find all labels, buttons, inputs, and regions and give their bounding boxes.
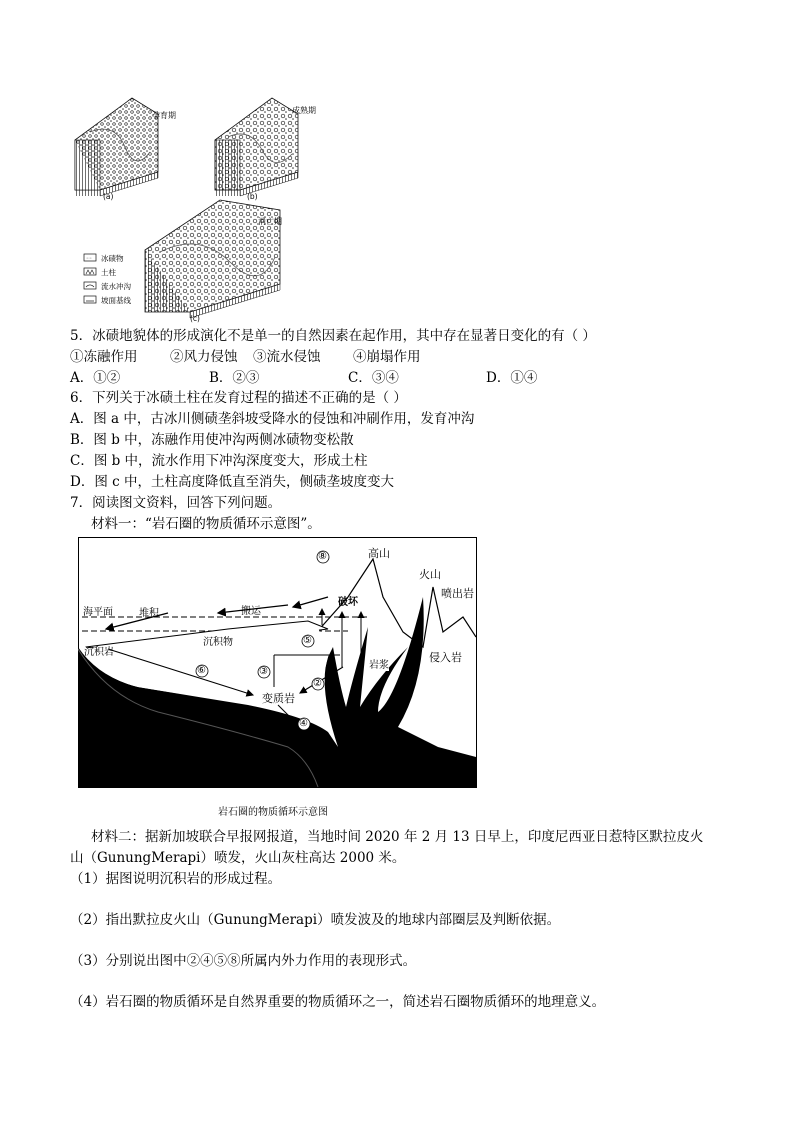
q6-stem: 6．下列关于冰碛土柱在发育过程的描述不正确的是（ ）	[70, 390, 407, 406]
label-sea-level: 海平面	[83, 607, 113, 618]
q5-option-d[interactable]: D．①④	[486, 370, 538, 386]
q7-material-one: 材料一：“岩石圈的物质循环示意图”。	[91, 516, 321, 532]
q5-item-2: ②风力侵蚀	[170, 349, 238, 365]
label-weathering: 破坏	[338, 597, 358, 608]
rock-cycle-diagram	[78, 537, 478, 789]
label-sedimentary-rock: 沉积岩	[84, 647, 114, 658]
label-num-2: ②	[313, 678, 322, 689]
q5-option-a[interactable]: A．①②	[70, 370, 121, 386]
q7-stem: 7．阅读图文资料，回答下列问题。	[70, 495, 282, 511]
label-metamorphic-rock: 变质岩	[262, 692, 295, 705]
label-num-3: ③	[259, 666, 268, 677]
stage-b-label: 成熟期	[292, 106, 316, 115]
svg-text:◦◦: ◦◦	[86, 256, 92, 262]
q5-stem: 5．冰碛地貌体的形成演化不是单一的自然因素在起作用，其中存在显著日变化的有（ ）	[70, 328, 596, 344]
stage-a-block	[75, 98, 158, 196]
stage-b-block	[215, 98, 298, 196]
rock-cycle-caption: 岩石圈的物质循环示意图	[218, 807, 328, 818]
label-deposit: 堆积	[139, 608, 159, 619]
q6-option-a[interactable]: A．图 a 中，古冰川侧碛垄斜坡受降水的侵蚀和冲刷作用，发育冲沟	[70, 411, 475, 427]
q7-material-two-line1: 材料二：据新加坡联合早报网报道，当地时间 2020 年 2 月 13 日早上，印度尼西亚日惹特区默拉皮火	[91, 829, 704, 845]
q5-item-1: ①冻融作用	[70, 349, 138, 365]
stage-a-label: 孕育期	[152, 111, 176, 120]
label-sediment: 沉积物	[203, 637, 233, 648]
label-num-4: ④	[299, 718, 308, 729]
q6-option-d[interactable]: D．图 c 中，土柱高度降低直至消失，侧碛垄坡度变大	[70, 474, 394, 490]
stage-c-caption: (c)	[190, 314, 200, 323]
stage-a-caption: (a)	[103, 192, 114, 201]
label-num-5: ⑤	[303, 635, 312, 646]
q5-option-c[interactable]: C．③④	[348, 370, 399, 386]
q7-sub-question-2: （2）指出默拉皮火山（GunungMerapi）喷发波及的地球内部圈层及判断依据。	[70, 912, 561, 928]
label-intrusive-rock: 侵入岩	[429, 651, 462, 664]
label-high-mountain: 高山	[368, 547, 390, 560]
label-extrusive-rock: 喷出岩	[441, 587, 474, 600]
legend-label-moraine: 冰碛物	[101, 254, 124, 263]
q6-option-c[interactable]: C．图 b 中，流水作用下冲沟深度变大，形成土柱	[70, 453, 368, 469]
legend-label-gully: 流水冲沟	[101, 282, 131, 291]
label-volcano: 火山	[419, 568, 441, 581]
q7-material-two-line2: 山（GunungMerapi）喷发，火山灰柱高达 2000 米。	[70, 850, 406, 866]
q5-option-b[interactable]: B．②③	[209, 370, 260, 386]
label-num-8: ⑧	[318, 551, 327, 562]
q7-sub-question-1: （1）据图说明沉积岩的形成过程。	[70, 871, 282, 887]
legend-label-earth-pillar: 土柱	[101, 268, 116, 277]
q6-option-b[interactable]: B．图 b 中，冻融作用使冲沟两侧冰碛物变松散	[70, 432, 354, 448]
q5-item-3: ③流水侵蚀	[253, 349, 321, 365]
label-transport: 搬运	[241, 606, 261, 617]
legend-symbols	[84, 254, 96, 303]
stage-c-label: 消亡期	[258, 217, 282, 226]
q7-sub-question-3: （3）分别说出图中②④⑤⑧所属内外力作用的表现形式。	[70, 953, 417, 969]
legend-label-slope-baseline: 坡面基线	[101, 296, 131, 305]
stage-b-caption: (b)	[247, 192, 258, 201]
label-magma: 岩浆	[369, 656, 389, 671]
q7-sub-question-4: （4）岩石圈的物质循环是自然界重要的物质循环之一，简述岩石圈物质循环的地理意义。	[70, 994, 606, 1010]
q5-item-4: ④崩塌作用	[353, 349, 421, 365]
label-num-6: ⑥	[197, 665, 206, 676]
